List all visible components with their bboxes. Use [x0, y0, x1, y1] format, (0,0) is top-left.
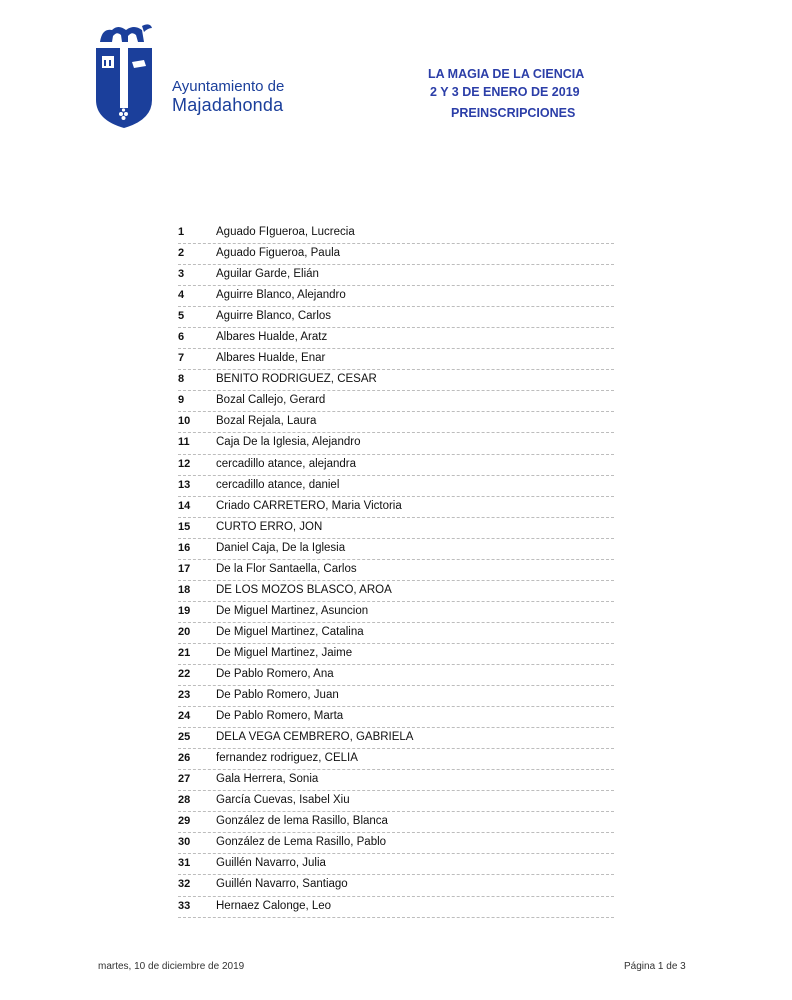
entry-number: 23 [178, 689, 191, 702]
entry-name: Aguado Figueroa, Paula [216, 247, 341, 260]
footer-page-number: Página 1 de 3 [624, 961, 686, 972]
entry-name: González de Lema Rasillo, Pablo [216, 836, 387, 849]
entry-number: 11 [178, 436, 190, 449]
document-subtitle: PREINSCRIPCIONES [451, 106, 576, 120]
list-item [178, 223, 614, 244]
list-item [178, 770, 614, 791]
entry-name: BENITO RODRIGUEZ, CESAR [216, 373, 377, 386]
entry-number: 30 [178, 836, 191, 849]
entry-name: cercadillo atance, alejandra [216, 457, 357, 470]
entry-number: 10 [178, 415, 191, 428]
entry-number: 26 [178, 752, 191, 765]
list-item [178, 686, 614, 707]
entry-name: cercadillo atance, daniel [216, 478, 340, 491]
entry-name: Hernaez Calonge, Leo [216, 899, 332, 912]
list-item [178, 455, 614, 476]
entry-name: Gala Herrera, Sonia [216, 773, 319, 786]
entry-number: 31 [178, 857, 191, 870]
list-item [178, 665, 614, 686]
logo-wordmark [172, 78, 284, 114]
list-item [178, 749, 614, 770]
entry-name: DELA VEGA CEMBRERO, GABRIELA [216, 731, 414, 744]
entry-number: 25 [178, 731, 191, 744]
entry-name: CURTO ERRO, JON [216, 520, 323, 533]
list-item [178, 328, 614, 349]
list-item [178, 728, 614, 749]
list-item [178, 560, 614, 581]
entry-name: Bozal Callejo, Gerard [216, 394, 326, 407]
list-item [178, 644, 614, 665]
entry-name: García Cuevas, Isabel Xiu [216, 794, 350, 807]
list-item [178, 391, 614, 412]
entry-name: Bozal Rejala, Laura [216, 415, 317, 428]
list-item [178, 539, 614, 560]
entry-name: De Miguel Martinez, Catalina [216, 625, 364, 638]
entry-name: Albares Hualde, Enar [216, 352, 326, 365]
footer-date: martes, 10 de diciembre de 2019 [98, 961, 245, 972]
entry-name: De Pablo Romero, Marta [216, 710, 344, 723]
entry-number: 21 [178, 646, 191, 659]
entry-name: Aguirre Blanco, Alejandro [216, 289, 346, 302]
entry-number: 5 [178, 310, 185, 323]
entry-name: Guillén Navarro, Julia [216, 857, 326, 870]
entry-name: Aguado FIgueroa, Lucrecia [216, 226, 355, 238]
entry-number: 3 [178, 268, 185, 281]
entry-number: 24 [178, 710, 191, 723]
entry-name: Criado CARRETERO, Maria Victoria [216, 499, 402, 512]
entry-name: Aguirre Blanco, Carlos [216, 310, 332, 323]
list-item [178, 518, 614, 539]
entry-number: 14 [178, 499, 191, 512]
municipal-logo [94, 22, 314, 132]
list-item [178, 875, 614, 896]
entry-name: Guillén Navarro, Santiago [216, 878, 348, 891]
entry-name: Albares Hualde, Aratz [216, 331, 328, 344]
entry-number: 4 [178, 289, 185, 302]
entry-number: 29 [178, 815, 191, 828]
list-item [178, 265, 614, 286]
entry-number: 28 [178, 794, 191, 807]
entry-number: 2 [178, 247, 185, 260]
entry-number: 13 [178, 478, 191, 491]
list-item [178, 602, 614, 623]
registration-list [178, 223, 614, 918]
list-item [178, 349, 614, 370]
list-item [178, 286, 614, 307]
entry-name: Caja De la Iglesia, Alejandro [216, 436, 361, 449]
entry-name: Daniel Caja, De la Iglesia [216, 541, 346, 554]
list-item [178, 433, 614, 454]
list-item [178, 412, 614, 433]
entry-name: fernandez rodriguez, CELIA [216, 752, 358, 765]
logo-line-1: Ayuntamiento de [172, 78, 285, 95]
entry-number: 32 [178, 878, 191, 891]
document-title: LA MAGIA DE LA CIENCIA [428, 67, 585, 81]
list-item [178, 476, 614, 497]
entry-number: 20 [178, 625, 191, 638]
entry-number: 15 [178, 520, 191, 533]
entry-number: 27 [178, 773, 191, 786]
entry-name: De Miguel Martinez, Asuncion [216, 604, 369, 617]
entry-number: 19 [178, 604, 191, 617]
list-item [178, 497, 614, 518]
list-item [178, 581, 614, 602]
entry-number: 1 [178, 226, 185, 238]
logo-line-2: Majadahonda [172, 95, 284, 115]
entry-number: 9 [178, 394, 185, 407]
entry-name: De Pablo Romero, Juan [216, 689, 339, 702]
coat-of-arms-icon [94, 22, 164, 132]
list-item [178, 244, 614, 265]
list-item [178, 307, 614, 328]
entry-number: 8 [178, 373, 185, 386]
list-item [178, 623, 614, 644]
document-dates: 2 Y 3 DE ENERO DE 2019 [430, 85, 580, 99]
entry-name: De Miguel Martinez, Jaime [216, 646, 353, 659]
list-item [178, 812, 614, 833]
list-item [178, 370, 614, 391]
list-item [178, 854, 614, 875]
entry-number: 16 [178, 541, 191, 554]
entry-name: González de lema Rasillo, Blanca [216, 815, 388, 828]
entry-number: 18 [178, 583, 191, 596]
entry-name: De Pablo Romero, Ana [216, 667, 334, 680]
entry-number: 22 [178, 667, 191, 680]
entry-name: DE LOS MOZOS BLASCO, AROA [216, 583, 392, 596]
entry-name: De la Flor Santaella, Carlos [216, 562, 357, 575]
entry-number: 17 [178, 562, 191, 575]
entry-number: 33 [178, 899, 191, 912]
entry-number: 6 [178, 331, 185, 344]
entry-number: 7 [178, 352, 185, 365]
list-item [178, 791, 614, 812]
entry-number: 12 [178, 457, 191, 470]
entry-name: Aguilar Garde, Elián [216, 268, 319, 281]
list-item [178, 833, 614, 854]
list-item [178, 707, 614, 728]
list-item [178, 897, 614, 918]
